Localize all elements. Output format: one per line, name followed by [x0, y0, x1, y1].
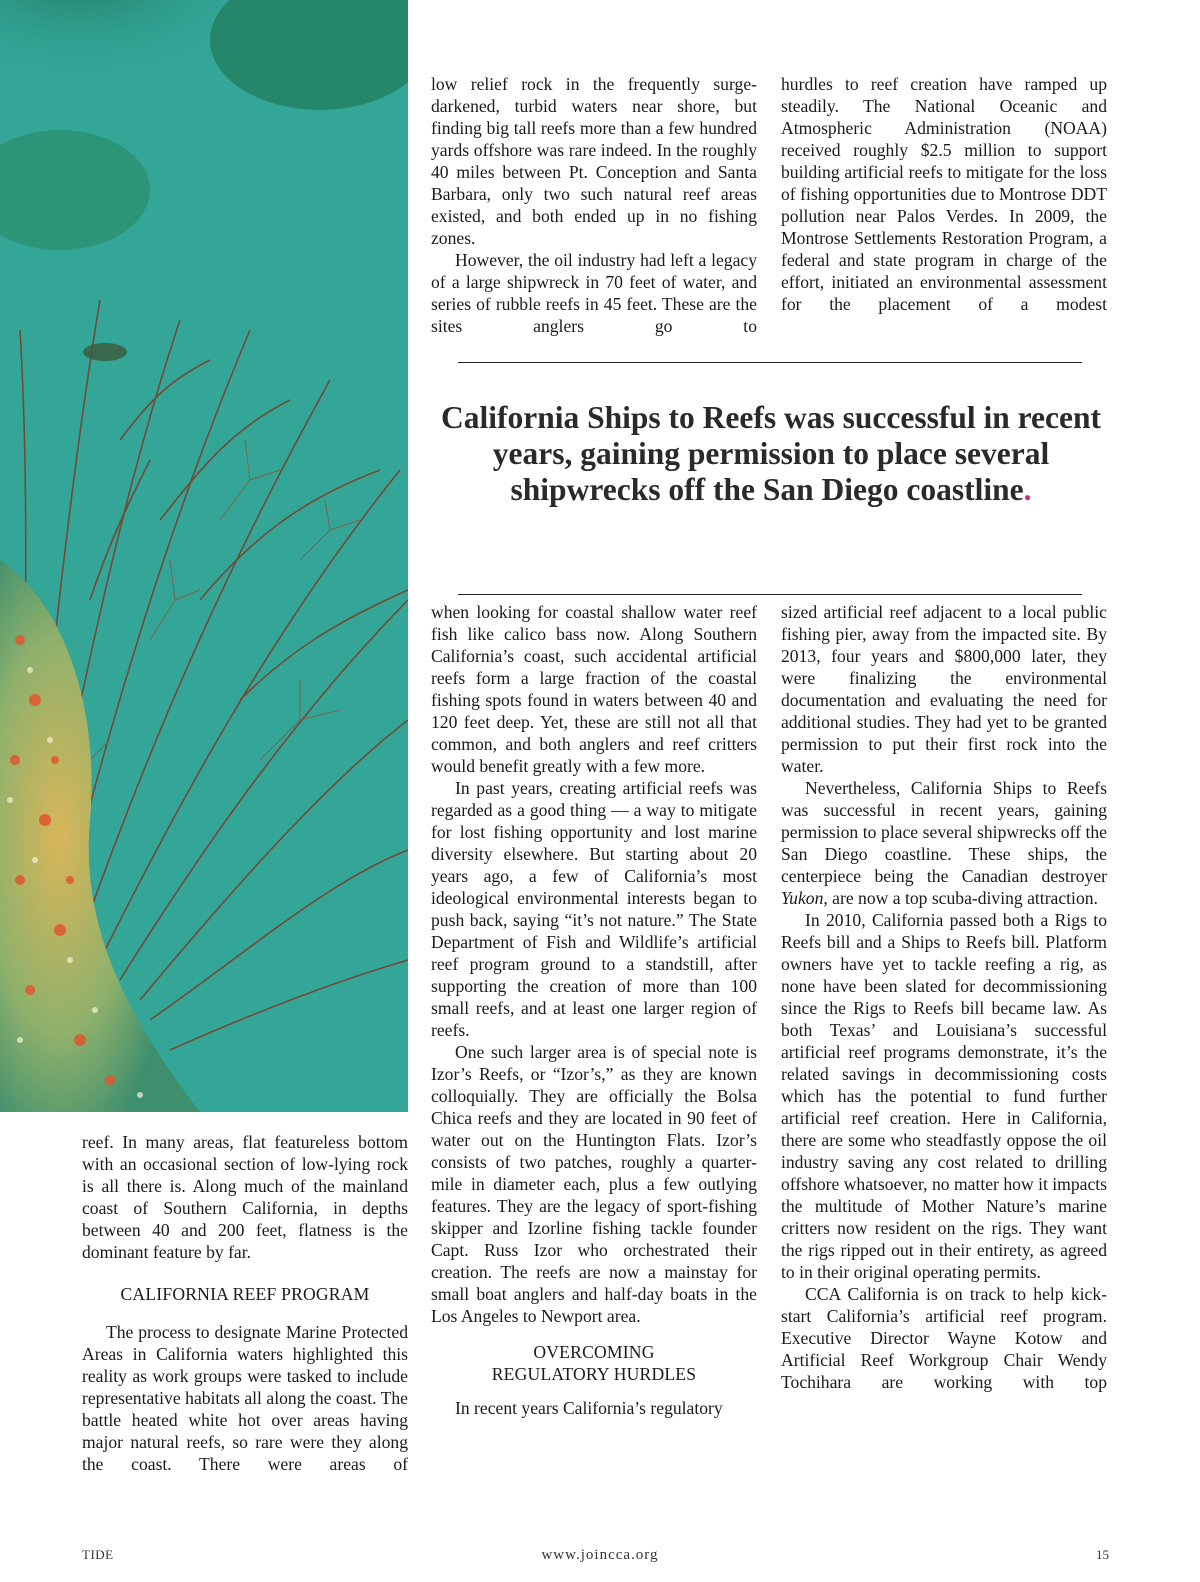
- article-column-2-bottom: [431, 601, 757, 1419]
- body-paragraph: In past years, creating artificial reefs was regarded as a good thing — a way to mitigate for lost fishing opportunity and lost marine diversity elsewhere. But starting about 20 years ago, a few of California’s most ideological environmental interests began to push back, saying “it’s not nature.” The State Department of Fish and Wildlife’s artificial reef program ground to a standstill, after supporting the creation of more than 100 small reefs, and at least one larger region of reefs.: [431, 778, 757, 1040]
- pull-quote-bottom-rule: [458, 594, 1082, 595]
- body-paragraph: In 2010, California passed both a Rigs to Reefs bill and a Ships to Reefs bill. Platform owners have yet to tackle reefing a rig, as none have been slated for decommissioning since the Rigs to Reefs bill became law. As both Texas’ and Louisiana’s successful artificial reef programs demonstrate, it’s the related savings in decommissioning costs which has the potential to fund further artificial reef creation. Here in California, there are some who steadfastly oppose the oil industry saving any cost related to drilling offshore whatsoever, no matter how it impacts the multitude of Mother Nature’s marine critters now resident on the rigs. They want the rigs ripped out in their entirety, as agreed to in their original operating permits.: [781, 910, 1107, 1282]
- article-column-3-bottom: [781, 601, 1107, 1393]
- body-paragraph: when looking for coastal shallow water reef fish like calico bass now. Along Southern California’s coast, such accidental artificial reefs form a large fraction of the coastal fishing spots found in waters between 40 and 120 feet deep. Yet, these are still not all that common, and both anglers and reef critters would benefit greatly with a few more.: [431, 602, 757, 776]
- pull-quote: [440, 400, 1102, 508]
- pull-quote-top-rule: [458, 362, 1082, 363]
- pull-quote-text: California Ships to Reefs was successful in recent years, gaining permission to place several shipwrecks off the San Diego coastline: [440, 400, 1102, 507]
- pull-quote-end-mark: .: [1023, 472, 1032, 507]
- body-paragraph: However, the oil industry had left a legacy of a large shipwreck in 70 feet of water, and series of rubble reefs in 45 feet. These are the sites anglers go to: [431, 250, 757, 336]
- section-subhead-line: OVERCOMING: [533, 1342, 655, 1362]
- body-paragraph: In recent years California’s regulatory: [455, 1398, 723, 1418]
- section-subhead: [431, 1341, 757, 1385]
- text-run: , are now a top scuba-diving attraction.: [823, 888, 1098, 908]
- page-number: 15: [1096, 1547, 1109, 1562]
- body-paragraph: One such larger area is of special note is Izor’s Reefs, or “Izor’s,” as they are known colloquially. They are officially the Bolsa Chica reefs and they are located in 90 feet of water out on the Huntington Flats. Izor’s consists of two patches, roughly a quarter-mile in diameter each, plus a few outlying features. They are the legacy of sport-fishing skipper and Izorline fishing tackle founder Capt. Russ Izor who orchestrated their creation. The reefs are now a mainstay for small boat anglers and half-day boats in the Los Angeles to Newport area.: [431, 1042, 757, 1326]
- article-column-2-top: [431, 73, 757, 337]
- underwater-reef-photo: [0, 0, 408, 1112]
- footer-publication-name: TIDE: [82, 1547, 114, 1562]
- article-column-3-top: [781, 73, 1107, 315]
- body-paragraph: CCA California is on track to help kick-start California’s artificial reef program. Executive Director Wayne Kotow and Artificial Reef Workgroup Chair Wendy Tochihara are working with top: [781, 1284, 1107, 1392]
- section-subhead: CALIFORNIA REEF PROGRAM: [120, 1284, 370, 1304]
- body-paragraph: low relief rock in the frequently surge-darkened, turbid waters near shore, but finding big tall reefs more than a few hundred yards offshore was rare indeed. In the roughly 40 miles between Pt. Conception and Santa Barbara, only two such natural reef areas existed, and both ended up in no fishing zones.: [431, 74, 757, 248]
- ship-name: Yukon: [781, 888, 824, 908]
- footer-website: www.joincca.org: [541, 1547, 659, 1563]
- body-paragraph: [781, 777, 1107, 909]
- article-column-1: [82, 1131, 408, 1475]
- body-paragraph: reef. In many areas, flat featureless bottom with an occasional section of low-lying rock is all there is. Along much of the mainland coast of Southern California, in depths between 40 and 200 feet, flatness is the dominant feature by far.: [82, 1132, 408, 1262]
- body-paragraph: sized artificial reef adjacent to a local public fishing pier, away from the impacted site. By 2013, four years and $800,000 later, they were finalizing the environmental documentation and evaluating the need for additional studies. They had yet to be granted permission to put their first rock into the water.: [781, 602, 1107, 776]
- body-paragraph: The process to designate Marine Protected Areas in California waters highlighted this reality as work groups were tasked to include representative habitats all along the coast. The battle heated white hot over areas having major natural reefs, so rare were they along the coast. There were areas of: [82, 1322, 408, 1474]
- text-run: Nevertheless, California Ships to Reefs was successful in recent years, gaining permission to place several shipwrecks off the San Diego coastline. These ships, the centerpiece being the Canadian destroyer: [781, 778, 1107, 886]
- section-subhead-line: REGULATORY HURDLES: [491, 1364, 697, 1384]
- body-paragraph: hurdles to reef creation have ramped up steadily. The National Oceanic and Atmospheric Administration (NOAA) received roughly $2.5 million to support building artificial reefs to mitigate for the loss of fishing opportunities due to Montrose DDT pollution near Palos Verdes. In 2009, the Montrose Settlements Restoration Program, a federal and state program in charge of the effort, initiated an environmental assessment for the placement of a modest: [781, 74, 1107, 314]
